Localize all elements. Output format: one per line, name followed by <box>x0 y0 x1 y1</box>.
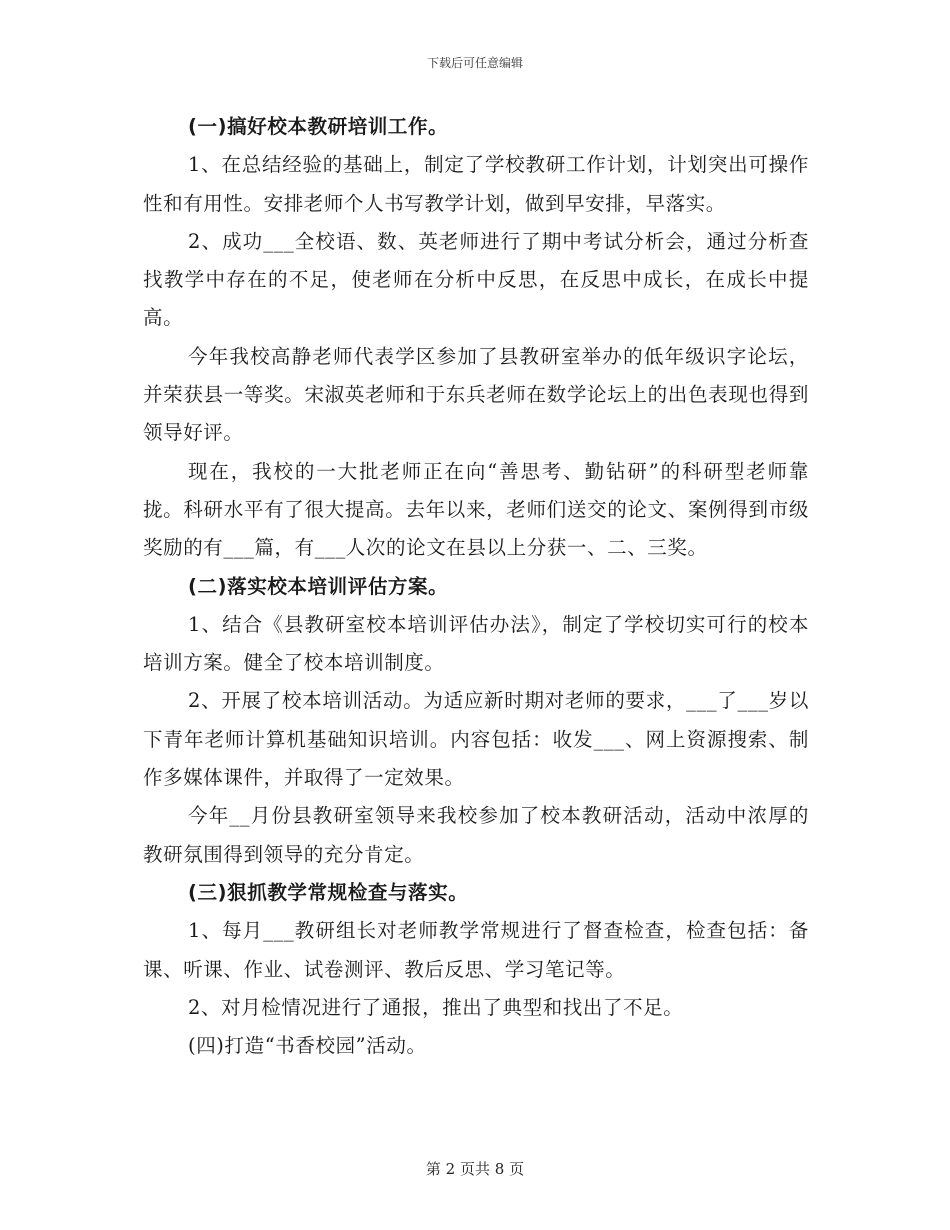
paragraph: 1、结合《县教研室校本培训评估办法》，制定了学校切实可行的校本培训方案。健全了校本培训制度。 <box>143 612 809 675</box>
paragraph: 2、开展了校本培训活动。为适应新时期对老师的要求，___了___岁以下青年老师计算机基础知识培训。内容包括：收发___、网上资源搜索、制作多媒体课件，并取得了一定效果。 <box>143 689 809 790</box>
section-heading-3: (三)狠抓教学常规检查与落实。 <box>188 880 469 904</box>
section-heading-1: (一)搞好校本教研培训工作。 <box>188 115 449 138</box>
paragraph: 2、成功___全校语、数、英老师进行了期中考试分析会，通过分析查找教学中存在的不足，使老师在分析中反思，在反思中成长，在成长中提高。 <box>143 229 809 330</box>
paragraph: 今年__月份县教研室领导来我校参加了校本教研活动，活动中浓厚的教研氛围得到领导的充分肯定。 <box>143 804 809 866</box>
section-heading-2: (二)落实校本培训评估方案。 <box>188 574 449 598</box>
section-heading-4: (四)打造“书香校园”活动。 <box>188 1034 427 1058</box>
paragraph: 1、每月___教研组长对老师教学常规进行了督查检查，检查包括：备课、听课、作业、试卷测评、教后反思、学习笔记等。 <box>143 919 809 981</box>
paragraph: 今年我校高静老师代表学区参加了县教研室举办的低年级识字论坛，并荣获县一等奖。宋淑英老师和于东兵老师在数学论坛上的出色表现也得到领导好评。 <box>143 344 809 445</box>
page-header: 下载后可任意编辑 <box>426 56 523 70</box>
paragraph: 现在，我校的一大批老师正在向“善思考、勤钻研”的科研型老师靠拢。科研水平有了很大提高。去年以来，老师们送交的论文、案例得到市级奖励的有___篇，有___人次的论文在县以上分获一、二、三奖。 <box>143 459 809 560</box>
paragraph: 1、在总结经验的基础上，制定了学校教研工作计划，计划突出可操作性和有用性。安排老师个人书写教学计划，做到早安排，早落实。 <box>143 153 809 215</box>
paragraph: 2、对月检情况进行了通报，推出了典型和找出了不足。 <box>188 995 684 1019</box>
document-body <box>143 108 809 1065</box>
page-footer: 第 2 页共 8 页 <box>425 1160 525 1178</box>
